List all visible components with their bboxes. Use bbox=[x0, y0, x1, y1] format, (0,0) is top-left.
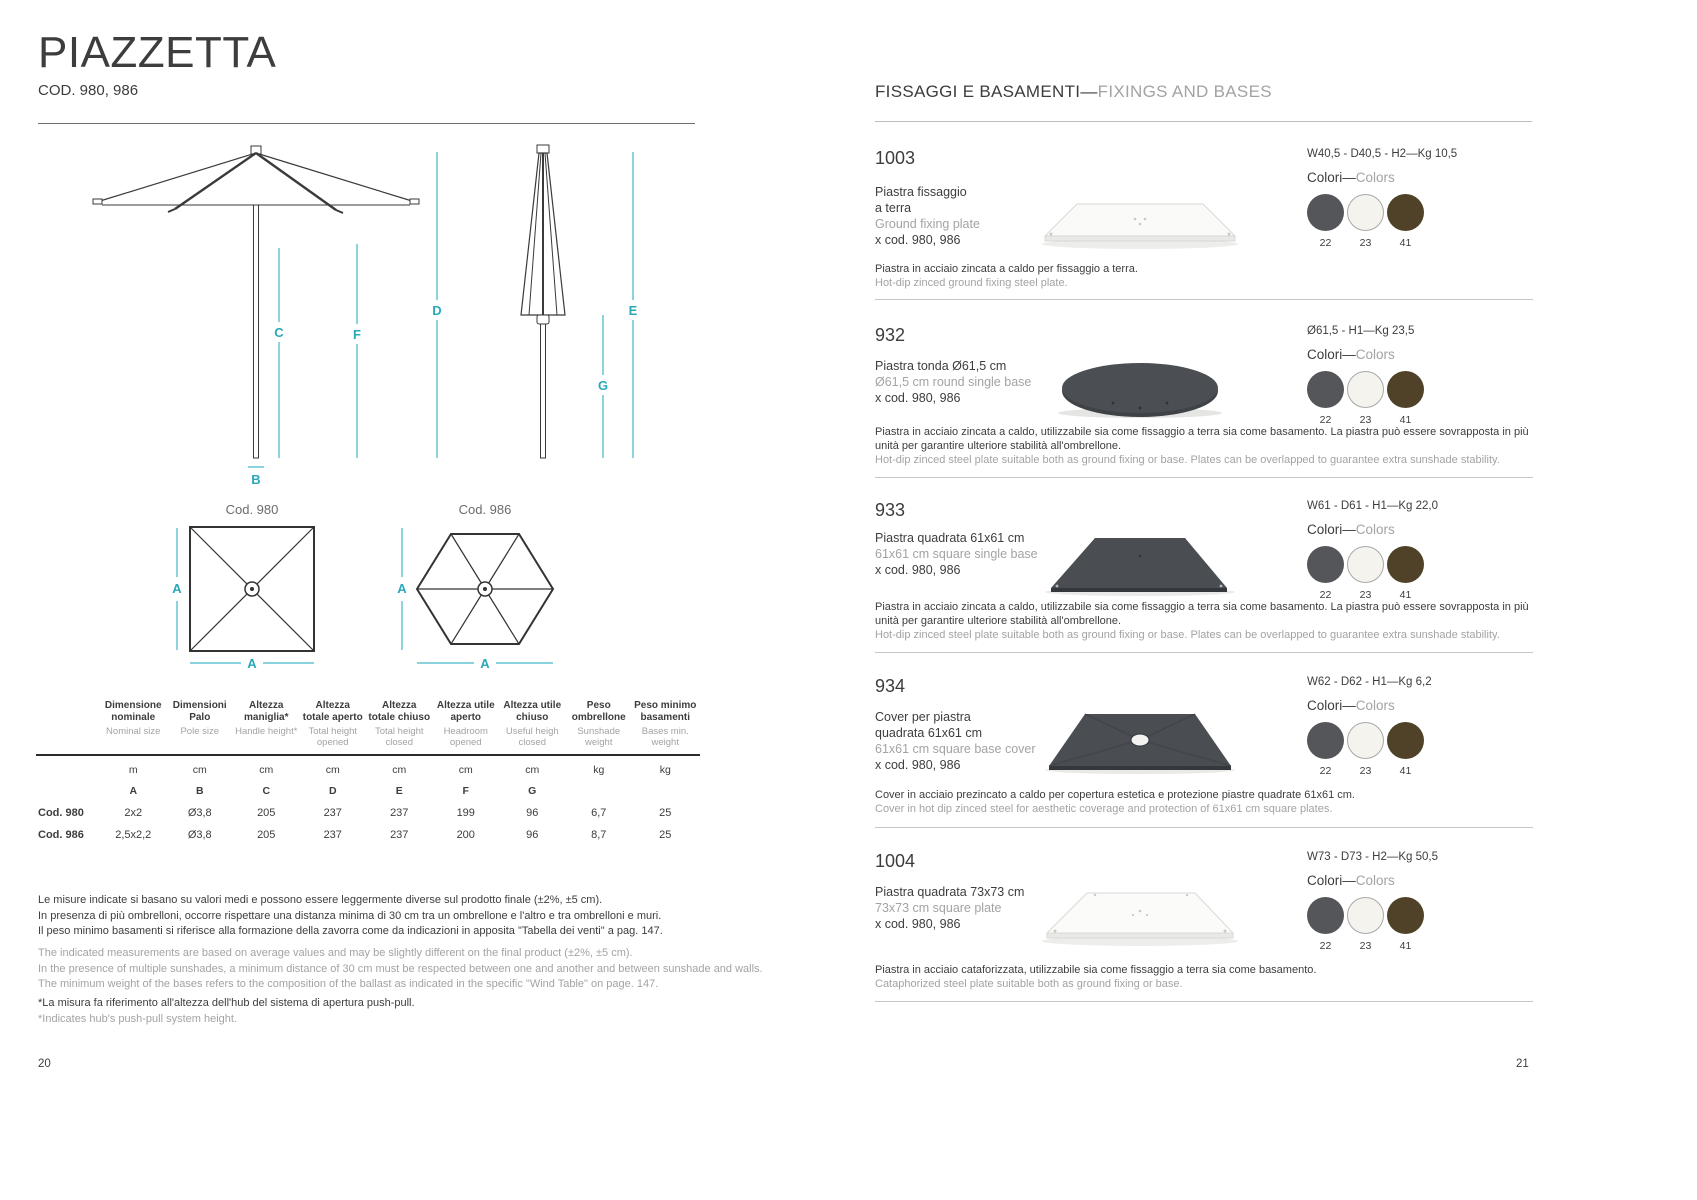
dimensions-spec: W61 - D61 - H1—Kg 22,0 bbox=[1307, 500, 1439, 512]
dim-label-a: A bbox=[480, 656, 490, 671]
product-photo-square-cover bbox=[1035, 704, 1245, 779]
product-932 bbox=[875, 325, 1533, 478]
swatch-23 bbox=[1347, 722, 1384, 759]
swatch-22 bbox=[1307, 371, 1344, 408]
dim-label-a: A bbox=[397, 581, 407, 596]
dim-label-d: D bbox=[432, 303, 442, 318]
asterisk-note: *La misura fa riferimento all'altezza dell'hub del sistema di apertura push-pull. *Indicates hub's push-pull system height. bbox=[38, 997, 415, 1025]
product-1003 bbox=[875, 148, 1533, 300]
colors-label: Colori—Colors bbox=[1307, 170, 1395, 185]
product-photo-white-plate bbox=[1035, 186, 1245, 261]
dimensions-spec: W73 - D73 - H2—Kg 50,5 bbox=[1307, 851, 1439, 863]
section-header-dash: — bbox=[1080, 82, 1098, 101]
product-divider bbox=[875, 827, 1533, 828]
product-names: Cover per piastra quadrata 61x61 cm 61x61 cm square base cover x cod. 980, 986 bbox=[875, 710, 1036, 772]
dim-label-b: B bbox=[251, 472, 261, 487]
color-swatches bbox=[1307, 897, 1533, 934]
square-canopy-top-view bbox=[190, 527, 314, 651]
table-row: Cod. 986 2,5x2,2 Ø3,8 205 237 237 200 96 8,7 25 bbox=[38, 829, 672, 841]
product-code: 934 bbox=[875, 676, 906, 696]
swatch-22 bbox=[1307, 546, 1344, 583]
swatch-41 bbox=[1387, 546, 1424, 583]
product-specs bbox=[1307, 676, 1533, 777]
dimensions-spec: W62 - D62 - H1—Kg 6,2 bbox=[1307, 676, 1432, 688]
colors-label: Colori—Colors bbox=[1307, 347, 1395, 362]
column-header: Altezza utile aperto bbox=[436, 700, 495, 723]
product-specs bbox=[1307, 148, 1533, 249]
product-1004 bbox=[875, 851, 1533, 1003]
swatch-22 bbox=[1307, 722, 1344, 759]
column-header: Dimensione nominale bbox=[104, 700, 162, 723]
section-header-en: FIXINGS AND BASES bbox=[1097, 82, 1272, 101]
swatch-codes: 22 23 41 bbox=[1319, 414, 1412, 426]
product-code: 1003 bbox=[875, 148, 916, 168]
dim-label-a: A bbox=[172, 581, 182, 596]
swatch-22 bbox=[1307, 194, 1344, 231]
dimensions-spec: Ø61,5 - H1—Kg 23,5 bbox=[1307, 325, 1415, 337]
umbrella-technical-drawing bbox=[38, 140, 718, 680]
product-description: Piastra in acciaio cataforizzata, utilizzabile sia come fissaggio a terra sia come basamento. Cataphorized steel plate suitable both as ground fixing or base. bbox=[875, 964, 1317, 990]
table-header-row: Dimensione nominale Nominal size Dimensioni Palo Pole size Altezza maniglia* Handle height* Altezza totale aperto Total height opened Altezza totale chiuso Total height closed Altezza utile aperto Headroom opened Altezza utile chiuso Useful heigh closed Peso ombrellone Sunshade weight Peso minimo basamenti Bases min. weight bbox=[36, 700, 700, 756]
product-code: 932 bbox=[875, 325, 906, 345]
page-number-left: 20 bbox=[38, 1058, 51, 1070]
product-description: Piastra in acciaio zincata a caldo, utilizzabile sia come fissaggio a terra sia come basamento. La piastra può essere sovrapposta in più unità per garantire ulteriore stabilità all'ombrellone. Hot-dip zinced steel plate suitable both as ground fixing or base. Plates can be overlapped to guarantee extra sunshade stability. bbox=[875, 601, 1529, 641]
product-names: Piastra quadrata 61x61 cm 61x61 cm square single base x cod. 980, 986 bbox=[875, 531, 1038, 577]
product-code: 1004 bbox=[875, 851, 916, 871]
swatch-41 bbox=[1387, 194, 1424, 231]
swatch-41 bbox=[1387, 897, 1424, 934]
swatch-codes: 22 23 41 bbox=[1319, 940, 1412, 952]
page-title: PIAZZETTA bbox=[38, 28, 277, 77]
color-swatches bbox=[1307, 194, 1533, 231]
column-header: Altezza utile chiuso bbox=[503, 700, 562, 723]
swatch-22 bbox=[1307, 897, 1344, 934]
color-swatches bbox=[1307, 546, 1533, 583]
colors-label: Colori—Colors bbox=[1307, 522, 1395, 537]
product-code: 933 bbox=[875, 500, 906, 520]
table-row: Cod. 980 2x2 Ø3,8 205 237 237 199 96 6,7 25 bbox=[38, 807, 672, 819]
swatch-23 bbox=[1347, 546, 1384, 583]
open-umbrella-drawing bbox=[93, 146, 419, 458]
color-swatches bbox=[1307, 371, 1533, 408]
colors-label: Colori—Colors bbox=[1307, 698, 1395, 713]
dim-label-c: C bbox=[274, 325, 284, 340]
page-subtitle: COD. 980, 986 bbox=[38, 82, 139, 99]
page-number-right: 21 bbox=[1516, 1058, 1529, 1070]
product-specs bbox=[1307, 500, 1533, 601]
hexagon-dimensions bbox=[402, 528, 553, 663]
column-header: Altezza totale aperto bbox=[302, 700, 363, 723]
product-photo-white-square-plate bbox=[1035, 881, 1245, 956]
swatch-codes: 22 23 41 bbox=[1319, 765, 1412, 777]
dim-label-a: A bbox=[247, 656, 257, 671]
hexagon-canopy-top-view bbox=[417, 534, 553, 644]
product-description: Cover in acciaio prezincato a caldo per copertura estetica e protezione piastre quadrate 61x61 cm. Cover in hot dip zinced steel for aesthetic coverage and protection of 61x61 cm square plates. bbox=[875, 789, 1355, 815]
product-specs bbox=[1307, 325, 1533, 426]
closed-umbrella-drawing bbox=[521, 145, 565, 458]
swatch-41 bbox=[1387, 722, 1424, 759]
product-description: Piastra in acciaio zincata a caldo, utilizzabile sia come fissaggio a terra sia come basamento. La piastra può essere sovrapposta in più unità per garantire ulteriore stabilità all'ombrellone. Hot-dip zinced steel plate suitable both as ground fixing or base. Plates can be overlapped to guarantee extra sunshade stability. bbox=[875, 426, 1529, 466]
product-photo-round-plate bbox=[1035, 351, 1245, 426]
table-letters-row: A B C D E F G bbox=[129, 785, 537, 797]
column-header: Peso minimo basamenti bbox=[634, 700, 697, 723]
product-divider bbox=[875, 477, 1533, 478]
product-divider bbox=[875, 652, 1533, 653]
notes-english: The indicated measurements are based on average values and may be slightly different on the final product (±2%, ±5 cm). In the presence of multiple sunshades, a minimum distance of 30 cm must be respected between one and another and between sunshade and walls. The minimum weight of the bases refers to the composition of the ballast as indicated in the specific "Wind Table" on page. 147. bbox=[38, 947, 763, 990]
product-divider bbox=[875, 299, 1533, 300]
table-units-row: m cm cm cm cm cm cm kg kg bbox=[128, 764, 671, 776]
color-swatches bbox=[1307, 722, 1533, 759]
product-934 bbox=[875, 676, 1533, 828]
swatch-codes: 22 23 41 bbox=[1319, 237, 1412, 249]
title-divider bbox=[38, 123, 695, 124]
swatch-41 bbox=[1387, 371, 1424, 408]
swatch-23 bbox=[1347, 371, 1384, 408]
column-header: Altezza maniglia* bbox=[244, 700, 289, 723]
product-specs bbox=[1307, 851, 1533, 952]
product-names: Piastra tonda Ø61,5 cm Ø61,5 cm round single base x cod. 980, 986 bbox=[875, 359, 1032, 405]
product-divider bbox=[875, 1001, 1533, 1002]
section-header bbox=[875, 82, 1272, 102]
colors-label: Colori—Colors bbox=[1307, 873, 1395, 888]
product-names: Piastra quadrata 73x73 cm 73x73 cm square plate x cod. 980, 986 bbox=[875, 885, 1025, 931]
swatch-23 bbox=[1347, 194, 1384, 231]
product-933 bbox=[875, 500, 1533, 653]
measurements-table bbox=[36, 700, 700, 841]
section-header-it: FISSAGGI E BASAMENTI bbox=[875, 82, 1081, 101]
column-header: Dimensioni Palo bbox=[172, 700, 227, 723]
product-photo-square-plate bbox=[1035, 526, 1245, 601]
product-description: Piastra in acciaio zincata a caldo per fissaggio a terra. Hot-dip zinced ground fixing steel plate. bbox=[875, 263, 1138, 289]
dimensions-spec: W40,5 - D40,5 - H2—Kg 10,5 bbox=[1307, 148, 1458, 160]
swatch-codes: 22 23 41 bbox=[1319, 589, 1412, 601]
cod-986-label: Cod. 986 bbox=[458, 502, 512, 517]
dim-label-f: F bbox=[353, 327, 361, 342]
dim-label-e: E bbox=[628, 303, 638, 318]
notes-italian: Le misure indicate si basano su valori medi e possono essere leggermente diverse sul prodotto finale (±2%, ±5 cm). In presenza di più ombrelloni, occorre rispettare una distanza minima di 30 cm tra un ombrellone e l'altro e tra ombrelloni e muri. Il peso minimo basamenti si riferisce alla formazione della zavorra come da indicazioni in apposita "Tabella dei venti" a pag. 147. bbox=[38, 894, 663, 937]
column-header: Altezza totale chiuso bbox=[368, 700, 431, 723]
product-names: Piastra fissaggio a terra Ground fixing plate x cod. 980, 986 bbox=[875, 185, 980, 247]
section-header-divider bbox=[875, 121, 1532, 122]
cod-980-label: Cod. 980 bbox=[225, 502, 279, 517]
column-header: Peso ombrellone bbox=[571, 700, 626, 723]
dim-label-g: G bbox=[597, 378, 609, 393]
swatch-23 bbox=[1347, 897, 1384, 934]
